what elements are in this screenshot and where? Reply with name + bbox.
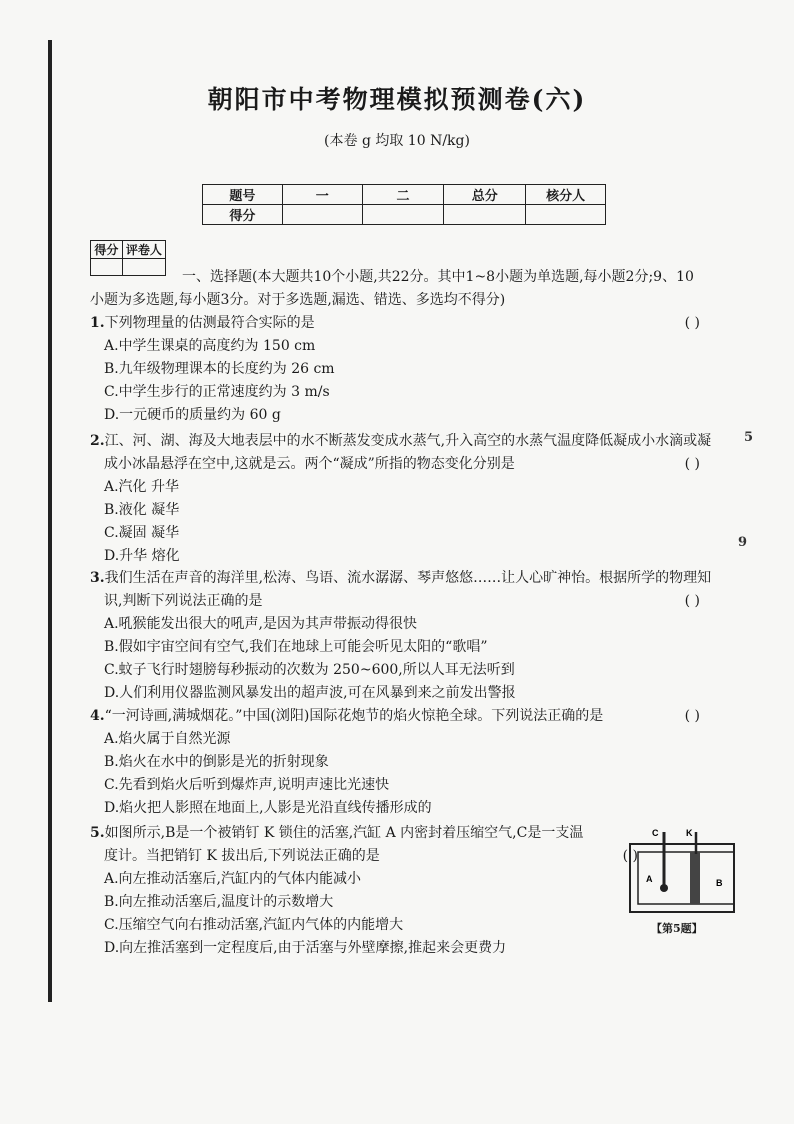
question-stem-line: 如图所示,B是一个被销钉 K 锁住的活塞,汽缸 A 内密封着压缩空气,C是一支温 (104, 825, 584, 841)
option-a: A.汽化 升华 (104, 479, 180, 495)
option-d: D.升华 熔化 (104, 548, 180, 564)
score-table-blank-cell (362, 205, 444, 225)
score-table (202, 184, 606, 225)
question-number: 2. (90, 433, 105, 449)
score-table-header-cell: 核分人 (526, 185, 606, 205)
question-2 (90, 430, 740, 568)
question-stem (90, 567, 740, 590)
option-b: B.假如宇宙空间有空气,我们在地球上可能会听见太阳的“歌唱” (104, 639, 488, 655)
option-a: A.焰火属于自然光源 (104, 731, 231, 747)
option-c: C.中学生步行的正常速度约为 3 m/s (104, 384, 330, 400)
label-c: C (652, 828, 659, 838)
question-number: 3. (90, 570, 105, 586)
label-b: B (716, 878, 723, 888)
grader-name-label: 评卷人 (122, 241, 165, 259)
question-number: 1. (90, 315, 105, 331)
question-stem (90, 430, 740, 453)
question-stem (90, 705, 740, 728)
margin-mark: 5 (744, 430, 754, 445)
question-1 (90, 312, 740, 427)
question-stem-line: 度计。当把销钉 K 拔出后,下列说法正确的是 (104, 848, 380, 864)
score-table-header-cell: 总分 (444, 185, 526, 205)
score-table-blank-cell (526, 205, 606, 225)
question-stem-line: 下列物理量的估测最符合实际的是 (104, 315, 315, 331)
option-b: B.液化 凝华 (104, 502, 180, 518)
piston-b (690, 852, 700, 904)
section-one-heading (90, 266, 730, 312)
margin-mark: 9 (738, 535, 748, 550)
option-c: C.压缩空气向右推动活塞,汽缸内气体的内能增大 (104, 917, 404, 933)
question-5 (90, 822, 638, 960)
answer-paren: ( ) (622, 848, 638, 864)
option-c: C.蚊子飞行时翅膀每秒振动的次数为 250~600,所以人耳无法听到 (104, 662, 515, 678)
label-a: A (646, 874, 653, 884)
option-a: A.向左推动活塞后,汽缸内的气体内能减小 (104, 871, 362, 887)
question-stem-line: “一河诗画,满城烟花。”中国(浏阳)国际花炮节的焰火惊艳全球。下列说法正确的是 (104, 708, 604, 724)
option-a: A.吼猴能发出很大的吼声,是因为其声带振动得很快 (104, 616, 418, 632)
binding-line (48, 40, 52, 1002)
section-one-continuation: 小题为多选题,每小题3分。对于多选题,漏选、错选、多选均不得分) (90, 292, 506, 308)
option-c: C.凝固 凝华 (104, 525, 180, 541)
section-one-title: 一、选择题(本大题共10个小题,共22分。其中1~8小题为单选题,每小题2分;9、10 (182, 269, 694, 285)
page-subtitle: (本卷 g 均取 10 N/kg) (324, 133, 470, 149)
option-b: B.九年级物理课本的长度约为 26 cm (104, 361, 335, 377)
question-stem-line: 江、河、湖、海及大地表层中的水不断蒸发变成水蒸气,升入高空的水蒸气温度降低凝成小水滴或凝 (104, 433, 712, 449)
score-table-header-cell: 题号 (203, 185, 283, 205)
answer-paren: ( ) (684, 315, 700, 331)
answer-paren: ( ) (684, 708, 700, 724)
option-d: D.一元硬币的质量约为 60 g (104, 407, 281, 423)
score-table-header-cell: 一 (282, 185, 362, 205)
question-stem-line: 我们生活在声音的海洋里,松涛、鸟语、流水潺潺、琴声悠悠……让人心旷神怡。根据所学的物理知 (104, 570, 712, 586)
grader-table-header-row (91, 241, 166, 259)
score-table-score-row (203, 205, 606, 225)
option-d: D.焰火把人影照在地面上,人影是光沿直线传播形成的 (104, 800, 432, 816)
question-number: 4. (90, 708, 105, 724)
score-table-header-cell: 二 (362, 185, 444, 205)
figure-caption: 【第5题】 (651, 922, 703, 935)
grader-score-label: 得分 (91, 241, 123, 259)
label-k: K (686, 828, 693, 838)
question-number: 5. (90, 825, 105, 841)
option-d: D.人们利用仪器监测风暴发出的超声波,可在风暴到来之前发出警报 (104, 685, 516, 701)
question-4 (90, 705, 740, 820)
bleed-through-top-right (600, 60, 780, 180)
thermometer-bulb (660, 884, 668, 892)
answer-paren: ( ) (684, 456, 700, 472)
score-table-row-label: 得分 (203, 205, 283, 225)
score-table-blank-cell (282, 205, 362, 225)
question-stem-line: 成小冰晶悬浮在空中,这就是云。两个“凝成”所指的物态变化分别是 (104, 456, 515, 472)
question-stem-line: 识,判断下列说法正确的是 (104, 593, 263, 609)
score-table-header-row (203, 185, 606, 205)
option-d: D.向左推活塞到一定程度后,由于活塞与外壁摩擦,推起来会更费力 (104, 940, 507, 956)
question-stem (90, 312, 740, 335)
question-stem (90, 822, 630, 845)
option-b: B.焰火在水中的倒影是光的折射现象 (104, 754, 329, 770)
page-title: 朝阳市中考物理模拟预测卷(六) (207, 85, 587, 114)
option-c: C.先看到焰火后听到爆炸声,说明声速比光速快 (104, 777, 390, 793)
option-a: A.中学生课桌的高度约为 150 cm (104, 338, 316, 354)
answer-paren: ( ) (684, 593, 700, 609)
option-b: B.向左推动活塞后,温度计的示数增大 (104, 894, 334, 910)
score-table-blank-cell (444, 205, 526, 225)
question-3 (90, 567, 740, 705)
